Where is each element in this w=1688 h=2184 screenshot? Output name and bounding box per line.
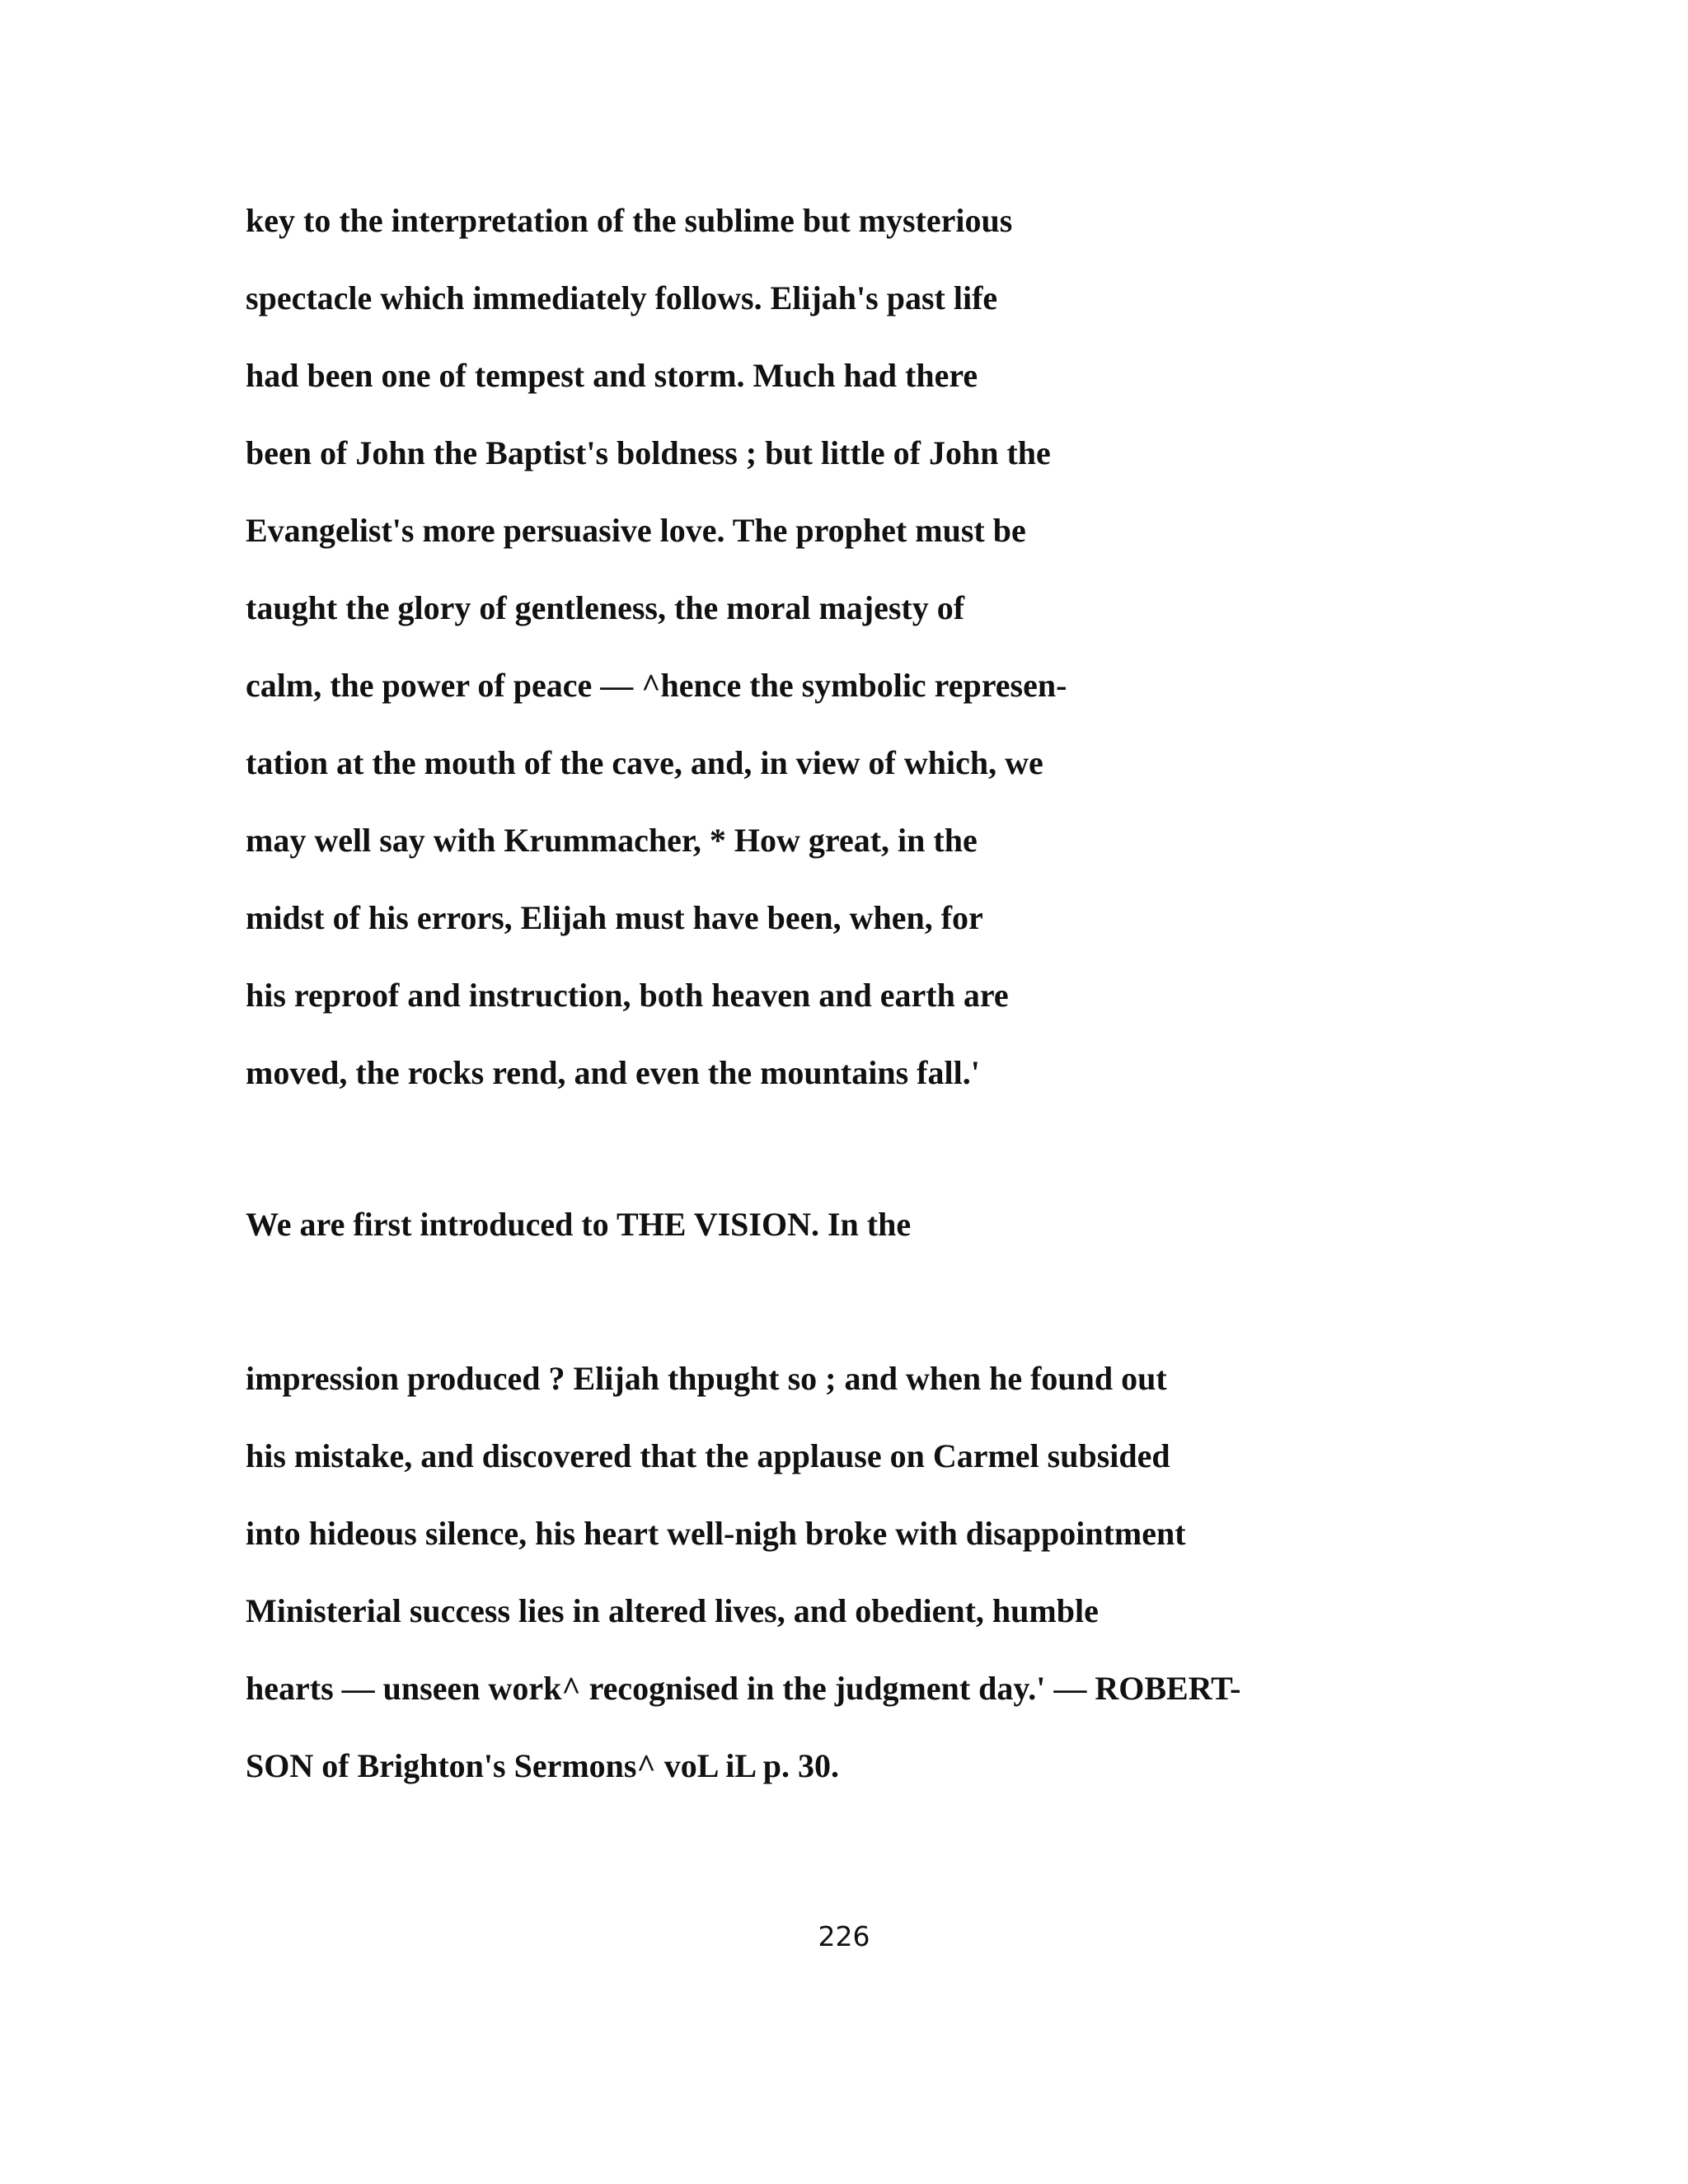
paragraph-vision <box>246 1186 1531 1263</box>
text-line: SON of Brighton's Sermons^ voL iL p. 30. <box>246 1747 840 1784</box>
text-line: his mistake, and discovered that the applause on Carmel subsided <box>246 1437 1170 1474</box>
text-line: Evangelist's more persuasive love. The prophet must be <box>246 512 1026 549</box>
paragraph-main <box>246 182 1531 1112</box>
text-line: had been one of tempest and storm. Much had there <box>246 357 978 394</box>
text-line: key to the interpretation of the sublime but mysterious <box>246 202 1013 239</box>
text-line: We are first introduced to THE VISION. In the <box>246 1206 912 1243</box>
text-line: may well say with Krummacher, * How great, in the <box>246 822 978 859</box>
text-line: moved, the rocks rend, and even the mountains fall.' <box>246 1054 980 1091</box>
text-line: hearts — unseen work^ recognised in the judgment day.' — ROBERT- <box>246 1670 1241 1707</box>
text-line: midst of his errors, Elijah must have been, when, for <box>246 899 983 936</box>
text-line: tation at the mouth of the cave, and, in view of which, we <box>246 744 1043 781</box>
page-number: 226 <box>818 1920 870 1952</box>
text-line: Ministerial success lies in altered lives, and obedient, humble <box>246 1592 1099 1629</box>
text-line: his reproof and instruction, both heaven and earth are <box>246 977 1009 1014</box>
text-line: been of John the Baptist's boldness ; but little of John the <box>246 434 1051 471</box>
text-line: calm, the power of peace — ^hence the symbolic represen- <box>246 667 1067 704</box>
text-line: impression produced ? Elijah thpught so ; and when he found out <box>246 1360 1167 1397</box>
text-line: spectacle which immediately follows. Elijah's past life <box>246 279 998 316</box>
text-line: taught the glory of gentleness, the moral majesty of <box>246 589 965 626</box>
footnote-block <box>246 1340 1531 1805</box>
text-line: into hideous silence, his heart well-nigh broke with disappointment <box>246 1515 1186 1552</box>
